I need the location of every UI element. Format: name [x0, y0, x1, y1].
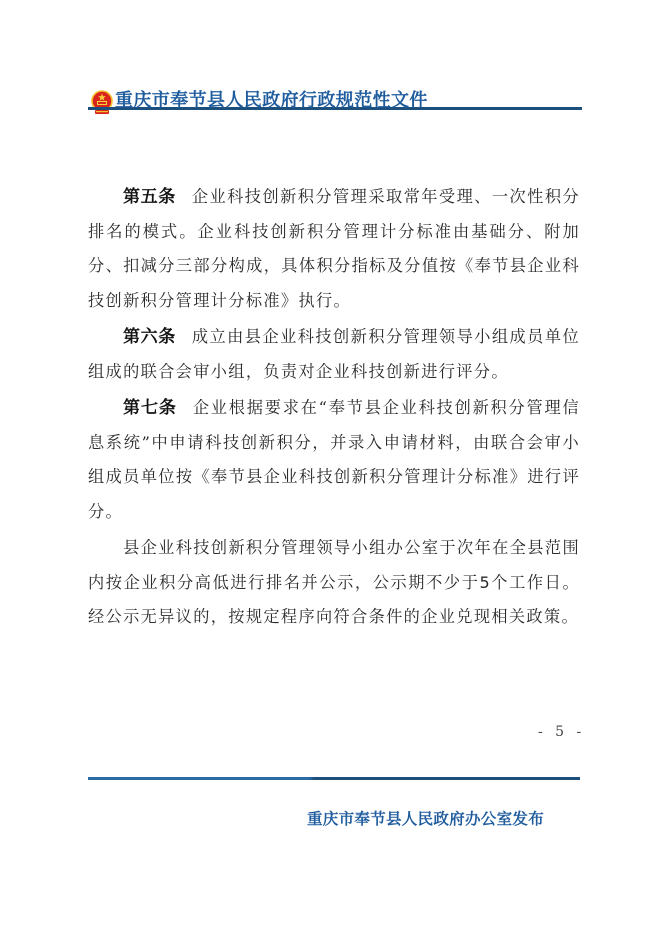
article-7 [88, 391, 580, 529]
article-text: 企业科技创新积分管理采取常年受理、一次性积分排名的模式。企业科技创新积分管理计分标准由基础分、附加分、扣减分三部分构成，具体积分指标及分值按《奉节县企业科技创新积分管理计分标准》执行。 [88, 187, 581, 310]
page-number: - 5 - [538, 724, 586, 740]
footer-publisher: 重庆市奉节县人民政府办公室发布 [307, 810, 545, 828]
paragraph-text-after: 个工作日。经公示无异议的，按规定程序向符合条件的企业兑现相关政策。 [88, 572, 581, 626]
article-5 [88, 180, 580, 318]
footer-rule [88, 777, 580, 780]
article-label: 第七条 [123, 398, 177, 418]
article-text: 企业根据要求在“奉节县企业科技创新积分管理信息系统”中申请科技创新积分，并录入申请材料，由联合会审小组成员单位按《奉节县企业科技创新积分管理计分标准》进行评分。 [88, 398, 580, 521]
publicity-paragraph [88, 531, 580, 635]
national-emblem-icon [90, 90, 114, 116]
article-text: 成立由县企业科技创新积分管理领导小组成员单位组成的联合会审小组，负责对企业科技创新进行评分。 [88, 327, 581, 381]
article-label: 第五条 [123, 187, 176, 207]
header-title: 重庆市奉节县人民政府行政规范性文件 [115, 90, 428, 111]
paragraph-number: 5 [479, 572, 492, 592]
article-6 [88, 320, 580, 389]
article-label: 第六条 [123, 327, 176, 347]
document-header [88, 86, 582, 118]
paragraph-text-before: 县企业科技创新积分管理领导小组办公室于次年在全县范围内按企业积分高低进行排名并公示，公示期不少于 [88, 538, 580, 592]
document-body [88, 180, 580, 635]
